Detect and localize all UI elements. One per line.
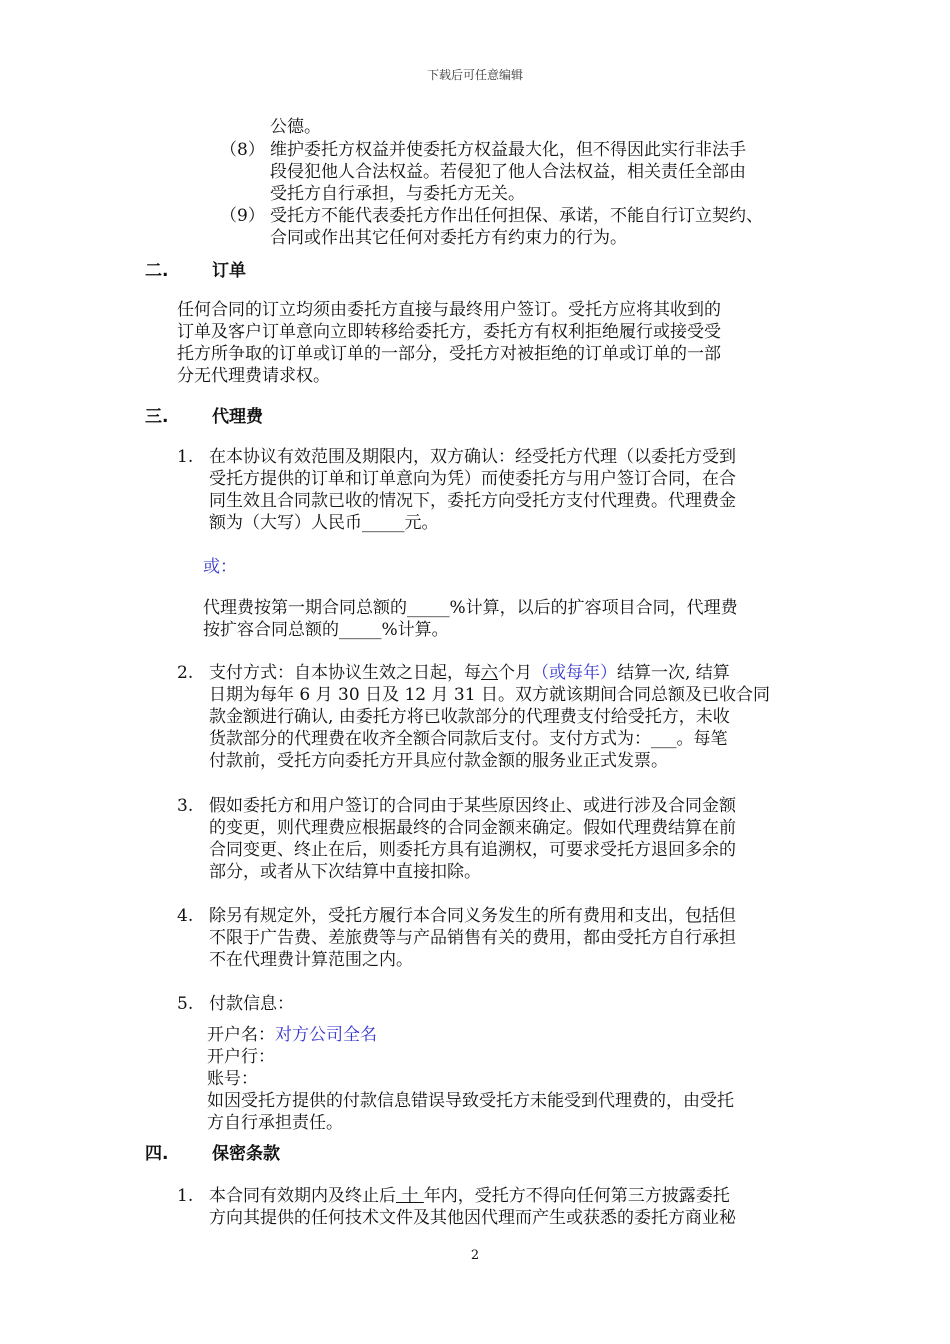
text: 额为（大写）人民币 — [209, 513, 362, 533]
section-3-title: 代理费 — [212, 407, 263, 427]
text: 本合同有效期内及终止后 — [209, 1186, 396, 1206]
clause-3-2-line-4 — [209, 728, 728, 750]
text: 代理费按第一期合同总额的 — [203, 598, 407, 618]
blue-note: （或每年） — [532, 663, 617, 683]
account-name-value: 对方公司全名 — [275, 1025, 377, 1045]
blank: _____ — [362, 513, 405, 533]
clause-3-3-line-2: 的变更，则代理费应根据最终的合同金额来确定。假如代理费结算在前 — [209, 818, 736, 838]
clause-3-5-line-2: 方自行承担责任。 — [207, 1113, 343, 1133]
clause-3-3-number: 3. — [177, 796, 194, 816]
alt-fee-line-1 — [203, 597, 738, 619]
text: 。每笔 — [676, 729, 728, 749]
text: 个月 — [498, 663, 532, 683]
text: 结算一次, 结算 — [617, 663, 730, 683]
text: 年内，受托方不得向任何第三方披露委托 — [423, 1186, 730, 1206]
clause-3-4-number: 4. — [177, 906, 194, 926]
text: 支付方式：自本协议生效之日起，每 — [209, 663, 481, 683]
underlined-value: 十 — [396, 1186, 424, 1206]
clause-3-1-number: 1. — [177, 447, 194, 467]
item9-line-1: 受托方不能代表委托方作出任何担保、承诺，不能自行订立契约、 — [270, 206, 763, 226]
blank: ___ — [651, 729, 677, 749]
clause-3-3-line-4: 部分，或者从下次结算中直接扣除。 — [209, 862, 481, 882]
blank: _____ — [339, 620, 382, 640]
text: 元。 — [404, 513, 439, 533]
clause-3-5-line-1: 如因受托方提供的付款信息错误导致受托方未能受到代理费的，由受托 — [207, 1091, 734, 1111]
clause-4-1-number: 1. — [177, 1186, 194, 1206]
section-2-number: 二. — [145, 261, 169, 281]
account-name-label: 开户名： — [207, 1025, 275, 1045]
clause-3-5-title: 付款信息： — [209, 994, 294, 1014]
clause-3-3-line-1: 假如委托方和用户签订的合同由于某些原因终止、或进行涉及合同金额 — [209, 796, 736, 816]
clause-3-1-line-4 — [209, 512, 439, 534]
clause-3-2-line-2: 日期为每年 6 月 30 日及 12 月 31 日。双方就该期间合同总额及已收合同 — [209, 685, 770, 705]
item9-number: （9） — [220, 206, 265, 226]
page-header: 下载后可任意编辑 — [426, 68, 523, 82]
section-4-number: 四. — [145, 1144, 169, 1164]
bank-label: 开户行： — [207, 1047, 275, 1067]
clause-4-1-line-2: 方向其提供的任何技术文件及其他因代理而产生或获悉的委托方商业秘 — [209, 1208, 736, 1228]
page-number: 2 — [470, 1248, 480, 1263]
clause-3-3-line-3: 合同变更、终止在后，则委托方具有追溯权，可要求受托方退回多余的 — [209, 840, 736, 860]
clause-3-4-line-1: 除另有规定外，受托方履行本合同义务发生的所有费用和支出，包括但 — [209, 906, 736, 926]
clause-3-2-line-1 — [209, 662, 730, 684]
section-2-title: 订单 — [212, 261, 246, 281]
clause-3-2-number: 2. — [177, 663, 194, 683]
item8-tail: 公德。 — [270, 117, 321, 137]
item9-line-2: 合同或作出其它任何对委托方有约束力的行为。 — [270, 228, 627, 248]
clause-3-2-line-5: 付款前，受托方向委托方开具应付款金额的服务业正式发票。 — [209, 751, 668, 771]
item8-line-3: 受托方自行承担，与委托方无关。 — [270, 184, 525, 204]
item8-line-2: 段侵犯他人合法权益。若侵犯了他人合法权益，相关责任全部由 — [270, 162, 746, 182]
section-2-line-1: 任何合同的订立均须由委托方直接与最终用户签订。受托方应将其收到的 — [177, 300, 721, 320]
item8-line-1: 维护委托方权益并使委托方权益最大化，但不得因此实行非法手 — [270, 140, 746, 160]
alt-fee-line-2 — [203, 619, 449, 641]
blank: _____ — [407, 598, 450, 618]
clause-4-1-line-1 — [209, 1185, 730, 1207]
section-2-line-3: 托方所争取的订单或订单的一部分，受托方对被拒绝的订单或订单的一部 — [177, 344, 721, 364]
underlined-value: 六 — [481, 663, 498, 683]
clause-3-4-line-3: 不在代理费计算范围之内。 — [209, 950, 413, 970]
text: %计算，以后的扩容项目合同，代理费 — [449, 598, 738, 618]
clause-3-5-number: 5. — [177, 994, 194, 1014]
clause-3-1-line-2: 受托方提供的订单和订单意向为凭）而使委托方与用户签订合同，在合 — [209, 469, 736, 489]
clause-3-2-line-3: 款金额进行确认, 由委托方将已收款部分的代理费支付给受托方，未收 — [209, 707, 730, 727]
clause-3-1-line-3: 同生效且合同款已收的情况下，委托方向受托方支付代理费。代理费金 — [209, 491, 736, 511]
section-2-line-4: 分无代理费请求权。 — [177, 366, 330, 386]
clause-3-1-line-1: 在本协议有效范围及期限内，双方确认：经受托方代理（以委托方受到 — [209, 447, 736, 467]
section-2-line-2: 订单及客户订单意向立即转移给委托方，委托方有权利拒绝履行或接受受 — [177, 322, 721, 342]
text: 按扩容合同总额的 — [203, 620, 339, 640]
account-name-row — [207, 1024, 377, 1046]
item8-number: （8） — [220, 140, 265, 160]
clause-3-4-line-2: 不限于广告费、差旅费等与产品销售有关的费用，都由受托方自行承担 — [209, 928, 736, 948]
section-4-title: 保密条款 — [212, 1144, 280, 1164]
section-3-number: 三. — [145, 407, 169, 427]
text: %计算。 — [381, 620, 449, 640]
or-label: 或： — [203, 557, 237, 577]
text: 货款部分的代理费在收齐全额合同款后支付。支付方式为： — [209, 729, 651, 749]
account-number-label: 账号： — [207, 1069, 258, 1089]
